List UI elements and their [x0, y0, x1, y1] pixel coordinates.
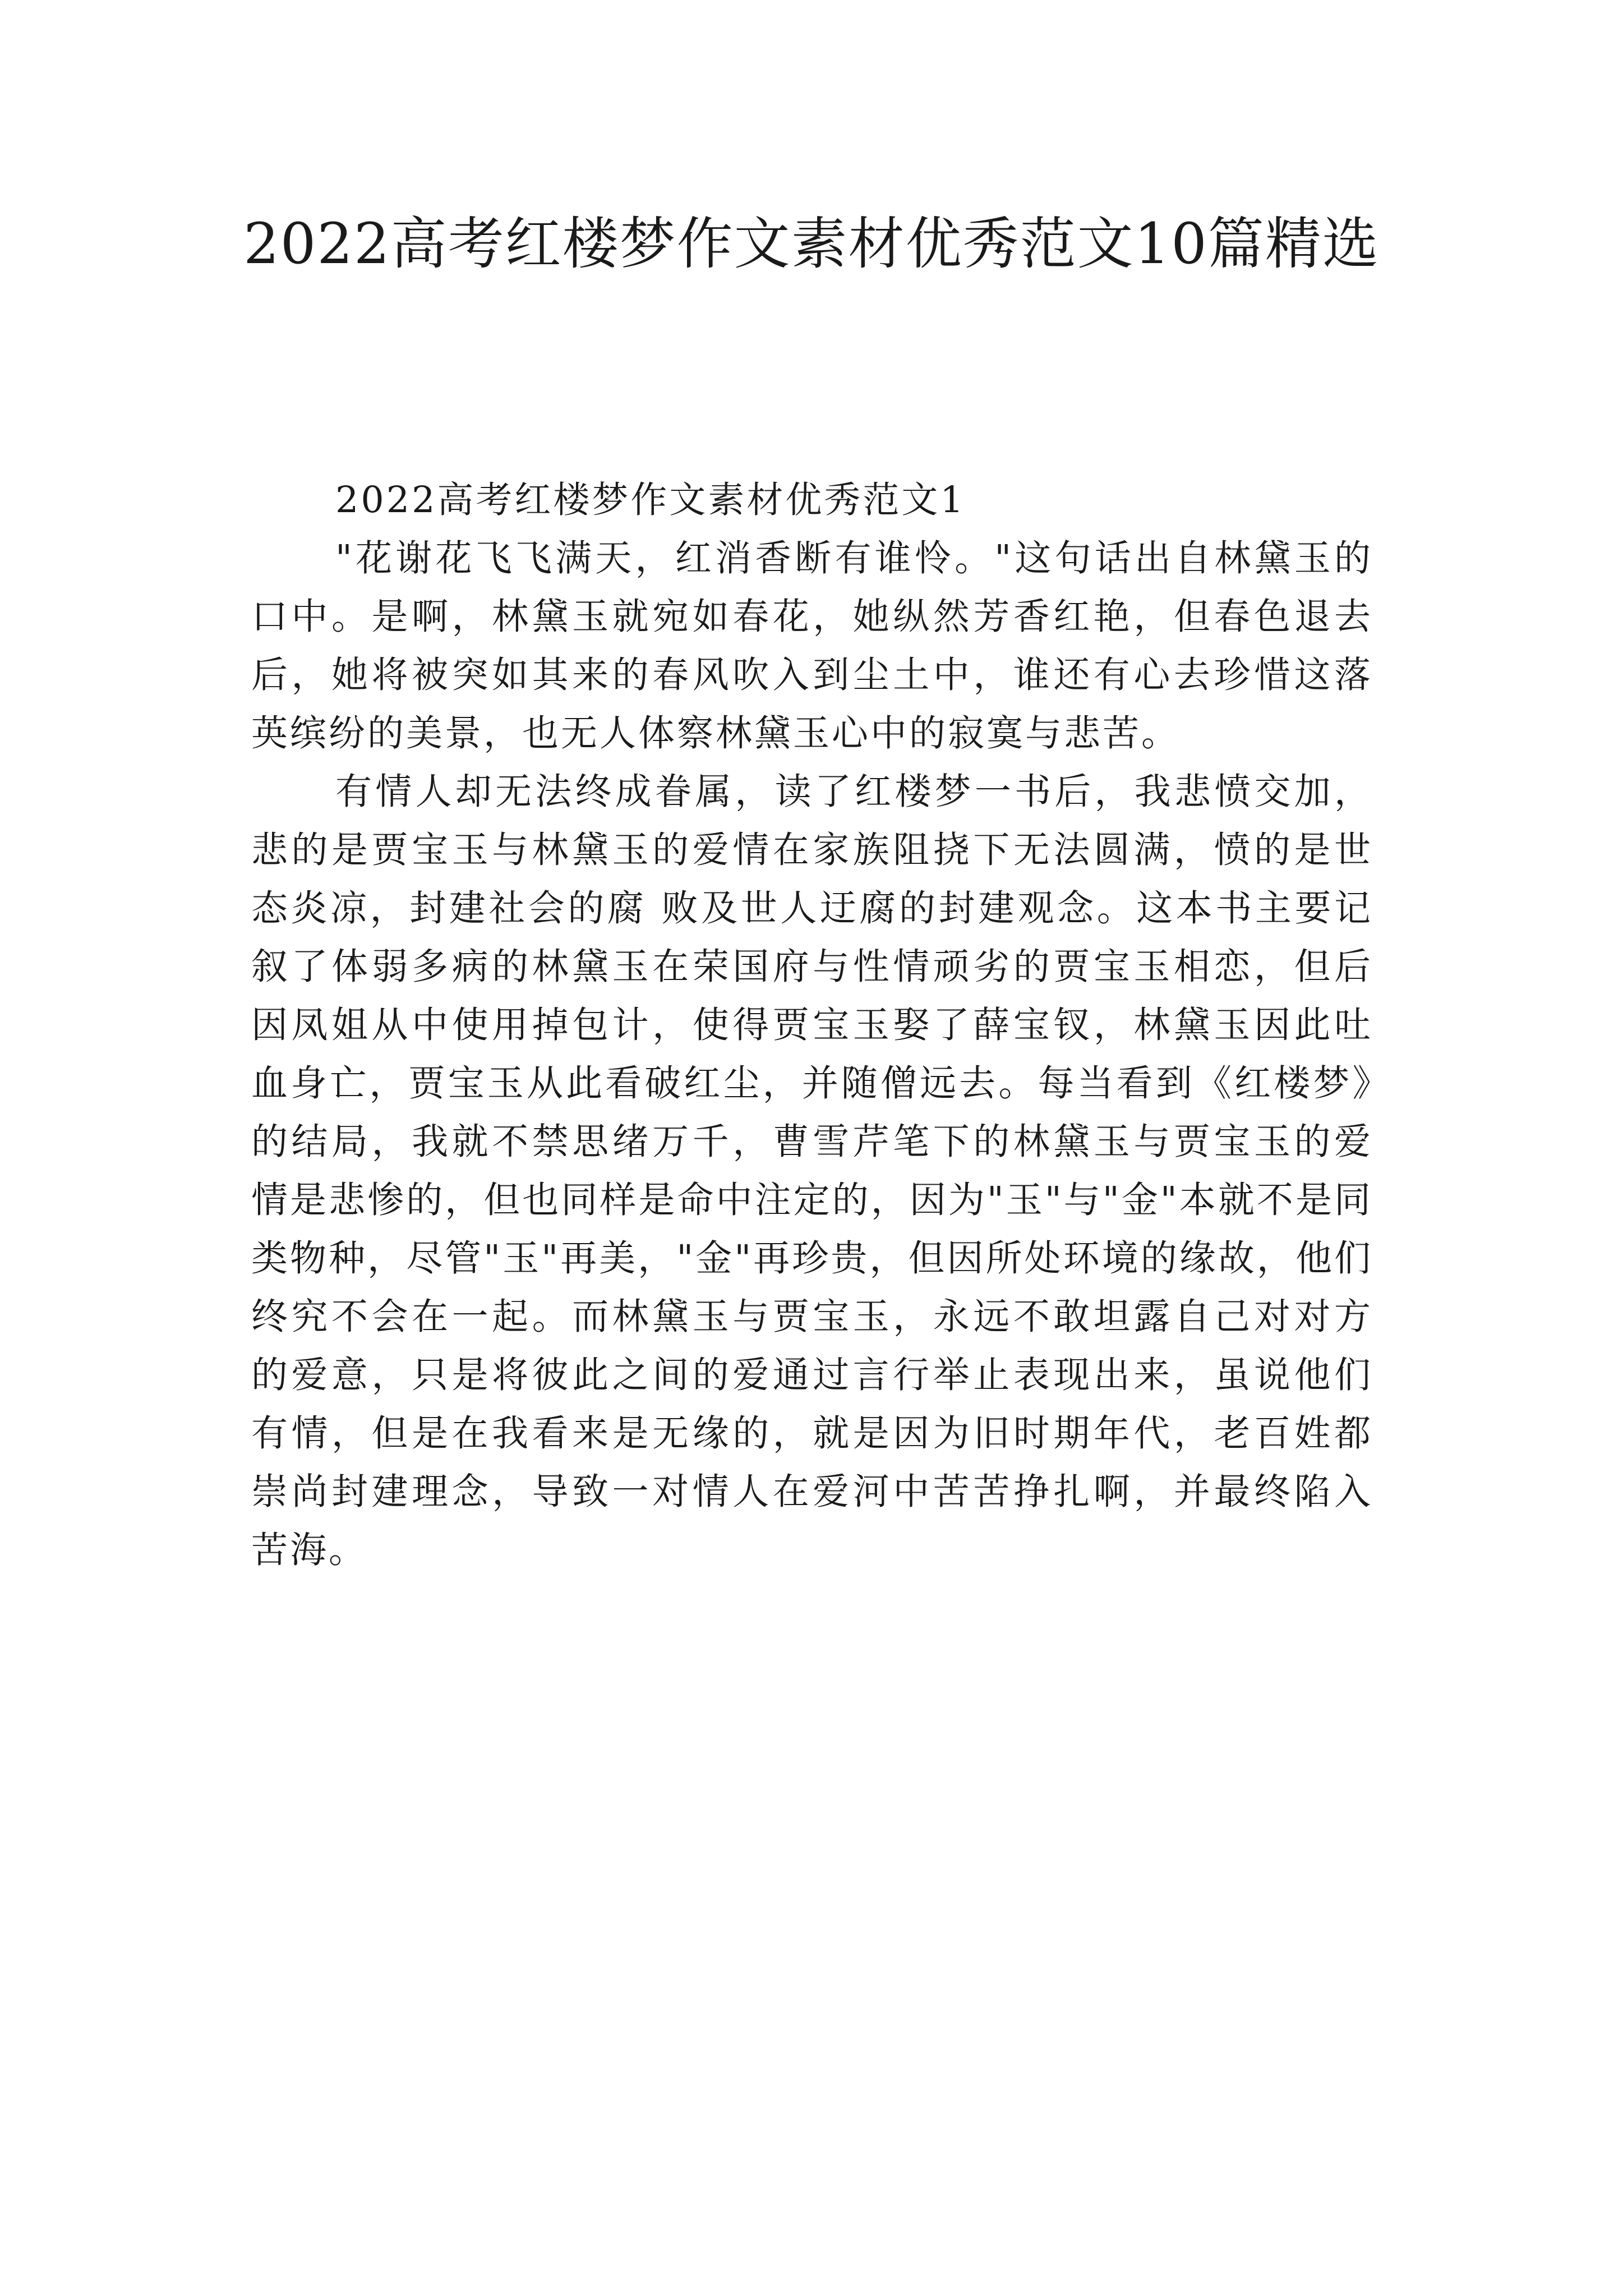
section-heading: 2022高考红楼梦作文素材优秀范文1 — [335, 479, 966, 521]
body-paragraph-1: "花谢花飞飞满天，红消香断有谁怜。"这句话出自林黛玉的口中。是啊，林黛玉就宛如春花，她纵然芳香红艳，但春色退去后，她将被突如其来的春风吹入到尘土中，谁还有心去珍惜这落英缤纷的美景，也无人体察林黛玉心中的寂寞与悲苦。 — [251, 537, 1373, 754]
document-title: 2022高考红楼梦作文素材优秀范文10篇精选 — [243, 211, 1380, 277]
body-paragraph-2: 有情人却无法终成眷属，读了红楼梦一书后，我悲愤交加，悲的是贾宝玉与林黛玉的爱情在家族阻挠下无法圆满，愤的是世态炎凉，封建社会的腐 败及世人迂腐的封建观念。这本书主要记叙了体弱多病的林黛玉在荣国府与性情顽劣的贾宝玉相恋，但后因凤姐从中使用掉包计，使得贾宝玉娶了薛宝钗，林黛玉因此吐 血身亡，贾宝玉从此看破红尘，并随僧远去。每当看到《红楼梦》的结局，我就不禁思绪万千，曹雪芹笔下的林黛玉与贾宝玉的爱情是悲惨的，但也同样是命中注定的，因为"玉"与"金"本就不是同类物种，尽管"玉"再美，"金"再珍贵，但因所处环境的缘故，他们终究不会在一起。而林黛玉与贾宝玉，永远不敢坦露自己对对方的爱意，只是将彼此之间的爱通过言行举止表现出来，虽说他们有情，但是在我看来是无缘的，就是因为旧时期年代，老百姓都崇尚封建理念，导致一对情人在爱河中苦苦挣扎啊，并最终陷入苦海。 — [251, 771, 1373, 1571]
document-body — [251, 471, 1373, 1580]
